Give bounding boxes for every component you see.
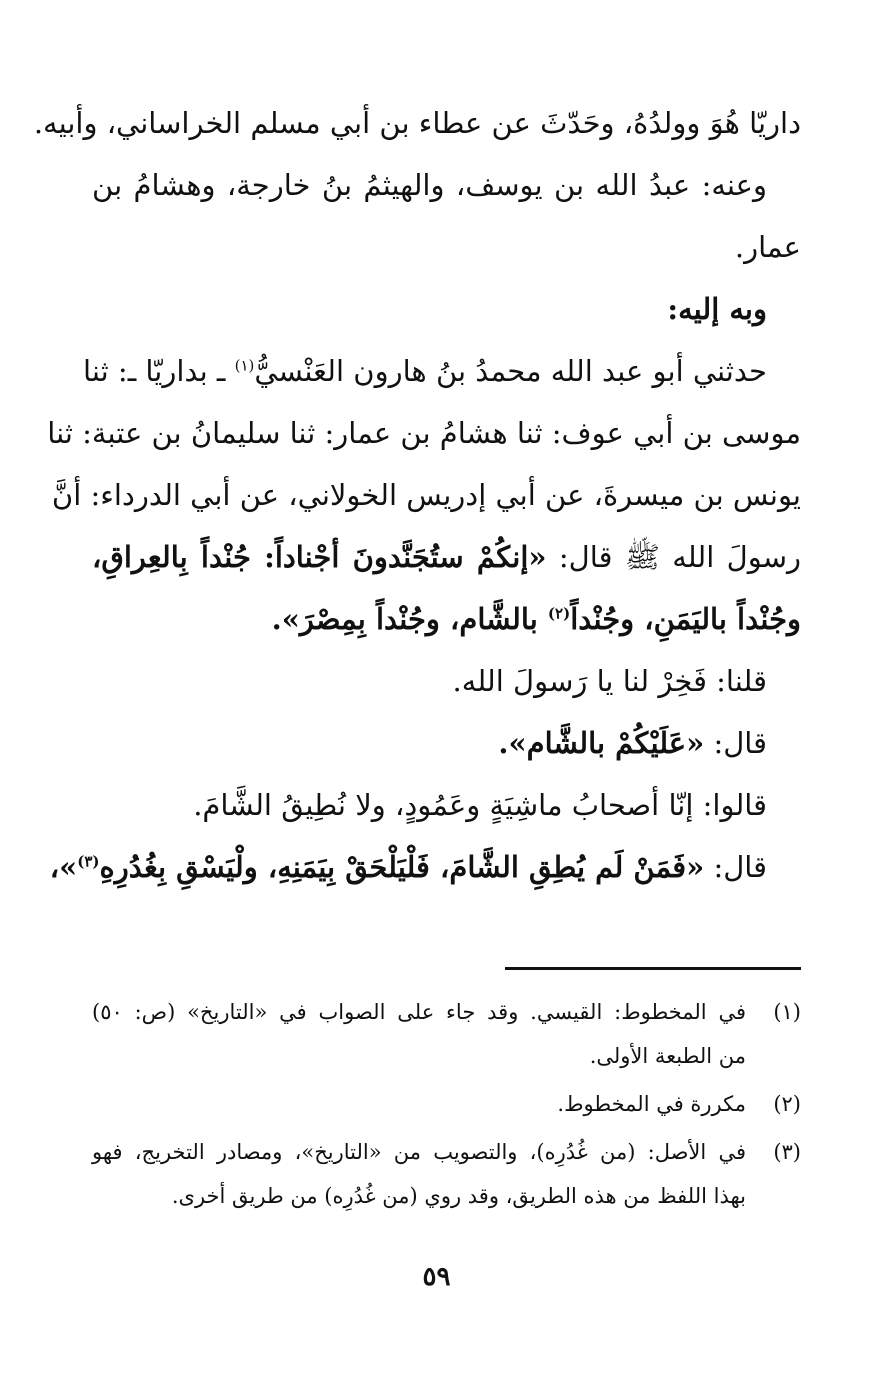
footnotes [92, 990, 801, 1222]
text-line-1: داريّا هُوَ وولدُهُ، وحَدّثَ عن عطاء بن أبي مسلم الخراساني، وأبيه. [33, 106, 801, 140]
text-line-12: قالوا: إنّا أصحابُ ماشِيَةٍ وعَمُودٍ، ولا نُطِيقُ الشَّامَ. [193, 788, 767, 822]
footnote-ref-2: (٢) [547, 604, 571, 623]
text-line-8 [92, 526, 801, 588]
footnote-line: في المخطوط: القيسي. وقد جاء على الصواب في «التاريخ» (ص: ٥٠) [92, 1000, 746, 1024]
text-line-13-start: قال: [704, 850, 767, 884]
footnote-line: من الطبعة الأولى. [589, 1044, 746, 1068]
footnote-1 [92, 990, 801, 1078]
text-line-8-start: رسولَ الله ﷺ قال: [546, 540, 802, 574]
text-line-11 [92, 712, 801, 774]
hadith-text-1: «إنكُمْ ستُجَنَّدونَ أجْناداً: جُنْداً بِالعِراقِ، [92, 540, 547, 574]
hadith-text-5: «فَمَنْ لَم يُطِقِ الشَّامَ، فَلْيَلْحَقْ بِيَمَنِهِ، ولْيَسْقِ بِغُدُرِهِ [99, 850, 705, 884]
text-line-5-end: ـ بداريّا ـ: ثنا [83, 354, 235, 388]
text-line-13 [49, 836, 801, 898]
footnote-ref-3: (٣) [77, 852, 100, 871]
footnote-separator [505, 967, 801, 970]
text-line-7: يونس بن ميسرةَ، عن أبي إدريس الخولاني، عن أبي الدرداء: أنَّ [51, 478, 801, 512]
footnote-number: (١) [773, 1000, 801, 1024]
footnote-number: (٣) [773, 1140, 801, 1164]
footnote-2 [92, 1082, 801, 1126]
text-line-2: وعنه: عبدُ الله بن يوسف، والهيثمُ بنُ خارجة، وهشامُ بن [92, 168, 767, 202]
footnote-line: مكررة في المخطوط. [557, 1092, 746, 1116]
text-line-9 [92, 588, 801, 650]
footnote-ref-1: (١) [234, 356, 255, 375]
text-line-5 [83, 340, 801, 402]
text-line-5-start: حدثني أبو عبد الله محمدُ بنُ هارون العَنْسيُّ [254, 354, 767, 388]
text-line-11-start: قال: [704, 726, 767, 760]
text-line-3: عمار. [734, 230, 801, 264]
hadith-text-3: بالشَّام، وجُنْداً بِمِصْرَ». [271, 602, 548, 636]
footnote-line: بهذا اللفظ من هذه الطريق، وقد روي (من غُدُرِه) من طريق أخرى. [171, 1184, 746, 1208]
page-number: ٥٩ [422, 1262, 451, 1292]
hadith-text-6: »، [49, 850, 78, 884]
footnote-3 [92, 1130, 801, 1218]
section-heading: وبه إليه: [667, 292, 767, 326]
text-line-6: موسى بن أبي عوف: ثنا هشامُ بن عمار: ثنا سليمانُ بن عتبة: ثنا [47, 416, 801, 450]
footnote-line: في الأصل: (من غُدُرِه)، والتصويب من «التاريخ»، ومصادر التخريج، فهو [92, 1140, 746, 1164]
hadith-text-4: «عَلَيْكُمْ بالشَّام». [498, 726, 705, 760]
hadith-text-2: وجُنْداً باليَمَنِ، وجُنْداً [570, 602, 801, 636]
footnote-number: (٢) [773, 1092, 801, 1116]
main-text [33, 92, 802, 898]
text-line-10: قلنا: فَخِرْ لنا يا رَسولَ الله. [452, 664, 767, 698]
